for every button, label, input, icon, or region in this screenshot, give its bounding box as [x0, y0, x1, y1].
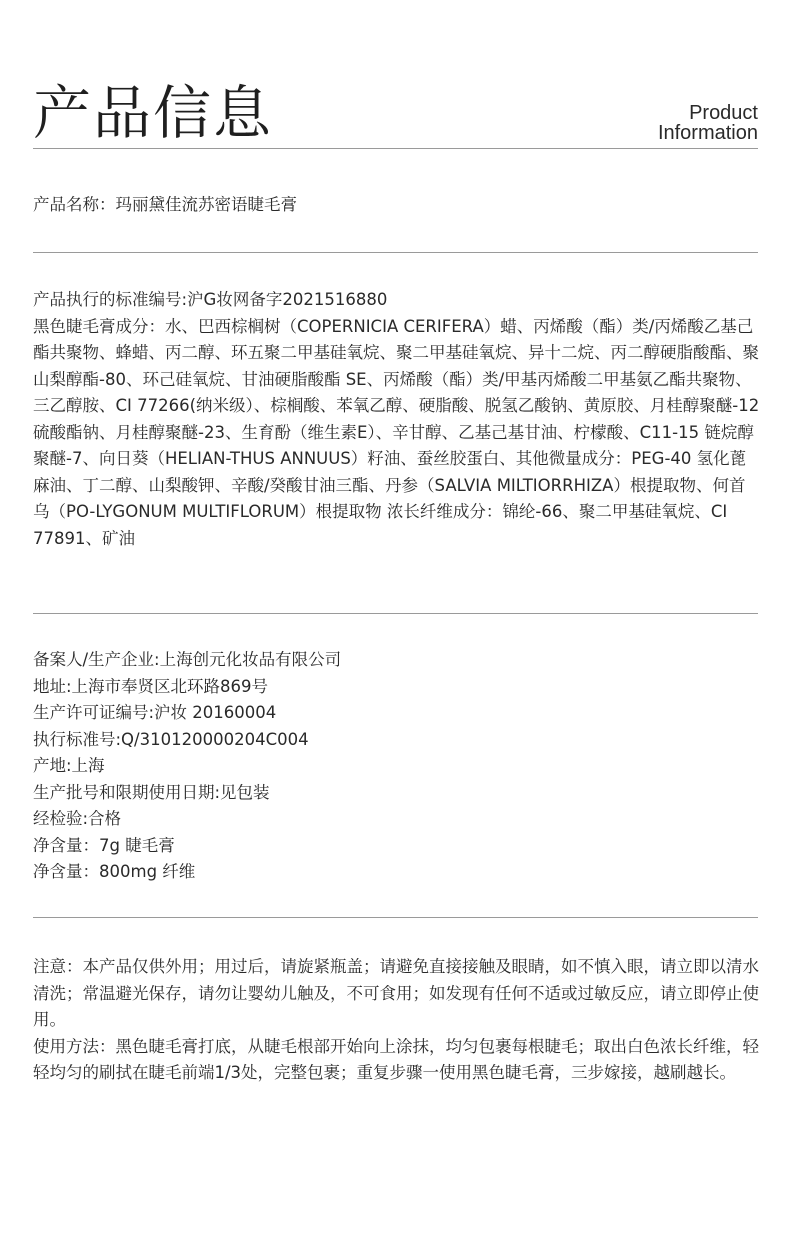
page-title: 产品信息 — [33, 79, 274, 147]
divider-2 — [33, 613, 758, 614]
header-divider — [33, 148, 758, 149]
title-en-line1: Product — [689, 102, 758, 124]
company-line: 地址:上海市奉贤区北环路869号 — [33, 676, 269, 696]
ingredients-list: 黑色睫毛膏成分：水、巴西棕榈树（COPERNICIA CERIFERA）蜡、丙烯酸（酯）类/丙烯酸乙基己酯共聚物、蜂蜡、丙二醇、环五聚二甲基硅氧烷、聚二甲基硅氧烷、异十二烷、丙二醇硬脂酸酯、聚山梨醇酯-80、环己硅氧烷、甘油硬脂酸酯 SE、丙烯酸（酯）类/甲基丙烯酸二甲基氨乙酯共聚物、三乙醇胺、CI 77266(纳米级）、棕榈酸、苯氧乙醇、硬脂酸、脱氢乙酸钠、黄原胶、月桂醇聚醚-12 硫酸酯钠、月桂醇聚醚-23、生育酚（维生素E）、辛甘醇、乙基己基甘油、柠檬酸、C11-15 链烷醇聚醚-7、向日葵（HELIAN-THUS ANNUUS）籽油、蚕丝胶蛋白、其他微量成分：PEG-40 氢化蓖麻油、丁二醇、山梨酸钾、辛酸/癸酸甘油三酯、丹参（SALVIA MILTIORRHIZA）根提取物、何首乌（PO-LYGONUM MULTIFLORUM）根提取物 浓长纤维成分：锦纶-66、聚二甲基硅氧烷、CI 77891、矿油 — [33, 316, 760, 548]
title-en-line2: Information — [657, 122, 758, 144]
company-line: 净含量：7g 睫毛膏 — [33, 835, 175, 855]
company-section — [33, 647, 761, 886]
company-line: 生产批号和限期使用日期:见包装 — [33, 782, 270, 802]
ingredients-section — [33, 287, 761, 552]
standard-number: 产品执行的标准编号:沪G妆网备字2021516880 — [33, 290, 388, 309]
company-line: 经检验:合格 — [33, 809, 122, 828]
product-name: 产品名称：玛丽黛佳流苏密语睫毛膏 — [33, 195, 297, 214]
company-line: 生产许可证编号:沪妆 20160004 — [33, 703, 277, 722]
usage-text: 使用方法：黑色睫毛膏打底，从睫毛根部开始向上涂抹，均匀包裹每根睫毛；取出白色浓长纤维，轻轻均匀的刷拭在睫毛前端1/3处，完整包裹；重复步骤一使用黑色睫毛膏，三步嫁接，越刷越长。 — [33, 1036, 759, 1082]
page-title-english — [658, 103, 758, 143]
company-line: 备案人/生产企业:上海创元化妆品有限公司 — [33, 650, 342, 669]
company-line: 产地:上海 — [33, 756, 105, 775]
company-line: 执行标准号:Q/310120000204C004 — [33, 729, 309, 749]
divider-1 — [33, 252, 758, 253]
company-line: 净含量：800mg 纤维 — [33, 862, 196, 881]
caution-text: 注意：本产品仅供外用；用过后，请旋紧瓶盖；请避免直接接触及眼睛，如不慎入眼，请立即以清水清洗；常温避光保存，请勿让婴幼儿触及，不可食用；如发现有任何不适或过敏反应，请立即停止使用。 — [33, 957, 759, 1029]
page-header — [33, 0, 758, 148]
notes-section — [33, 954, 761, 1087]
divider-3 — [33, 917, 758, 918]
product-name-section — [33, 192, 761, 219]
